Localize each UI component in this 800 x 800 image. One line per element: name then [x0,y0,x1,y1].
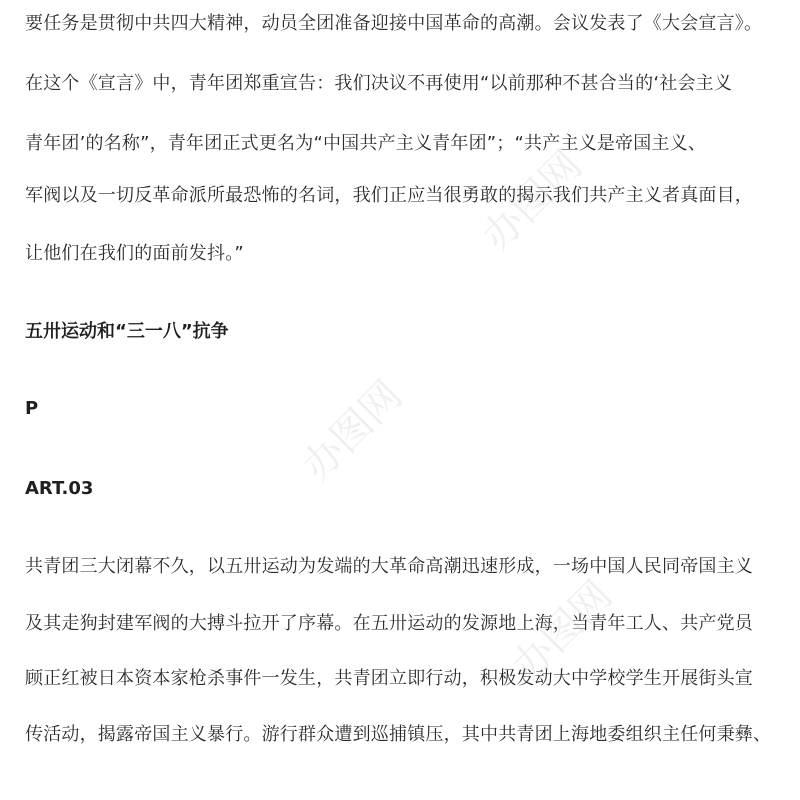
paragraph1-line-2: 在这个《宣言》中，青年团郑重宣告：我们决议不再使用“以前那种不甚合当的‘社会主义 [25,73,733,94]
watermark: 办图网 [473,142,592,260]
paragraph2-line-4: 传活动，揭露帝国主义暴行。游行群众遭到巡捕镇压，其中共青团上海地委组织主任何秉彝、 [25,724,772,745]
paragraph2-line-3: 顾正红被日本资本家枪杀事件一发生，共青团立即行动，积极发动大中学校学生开展街头宣 [25,668,753,689]
paragraph1-line-1: 要任务是贯彻中共四大精神，动员全团准备迎接中国革命的高潮。会议发表了《大会宣言》。 [25,13,763,34]
section-heading: 五卅运动和“三一八”抗争 [25,321,229,342]
paragraph1-line-4: 军阀以及一切反革命派所最恐怖的名词，我们正应当很勇敢的揭示我们共产主义者真面目， [25,185,753,206]
paragraph2-line-2: 及其走狗封建军阀的大搏斗拉开了序幕。在五卅运动的发源地上海，当青年工人、共产党员 [25,613,753,634]
paragraph2-line-1: 共青团三大闭幕不久，以五卅运动为发端的大革命高潮迅速形成，一场中国人民同帝国主义 [25,556,753,577]
watermark: 办图网 [503,572,622,690]
paragraph1-line-5: 让他们在我们的面前发抖。” [25,243,244,264]
watermark: 办图网 [293,372,412,490]
paragraph1-line-3: 青年团’的名称”，青年团正式更名为“中国共产主义青年团”；“共产主义是帝国主义、 [25,133,707,154]
part-label-p: P [25,398,39,419]
part-label-art: ART.03 [25,478,94,499]
